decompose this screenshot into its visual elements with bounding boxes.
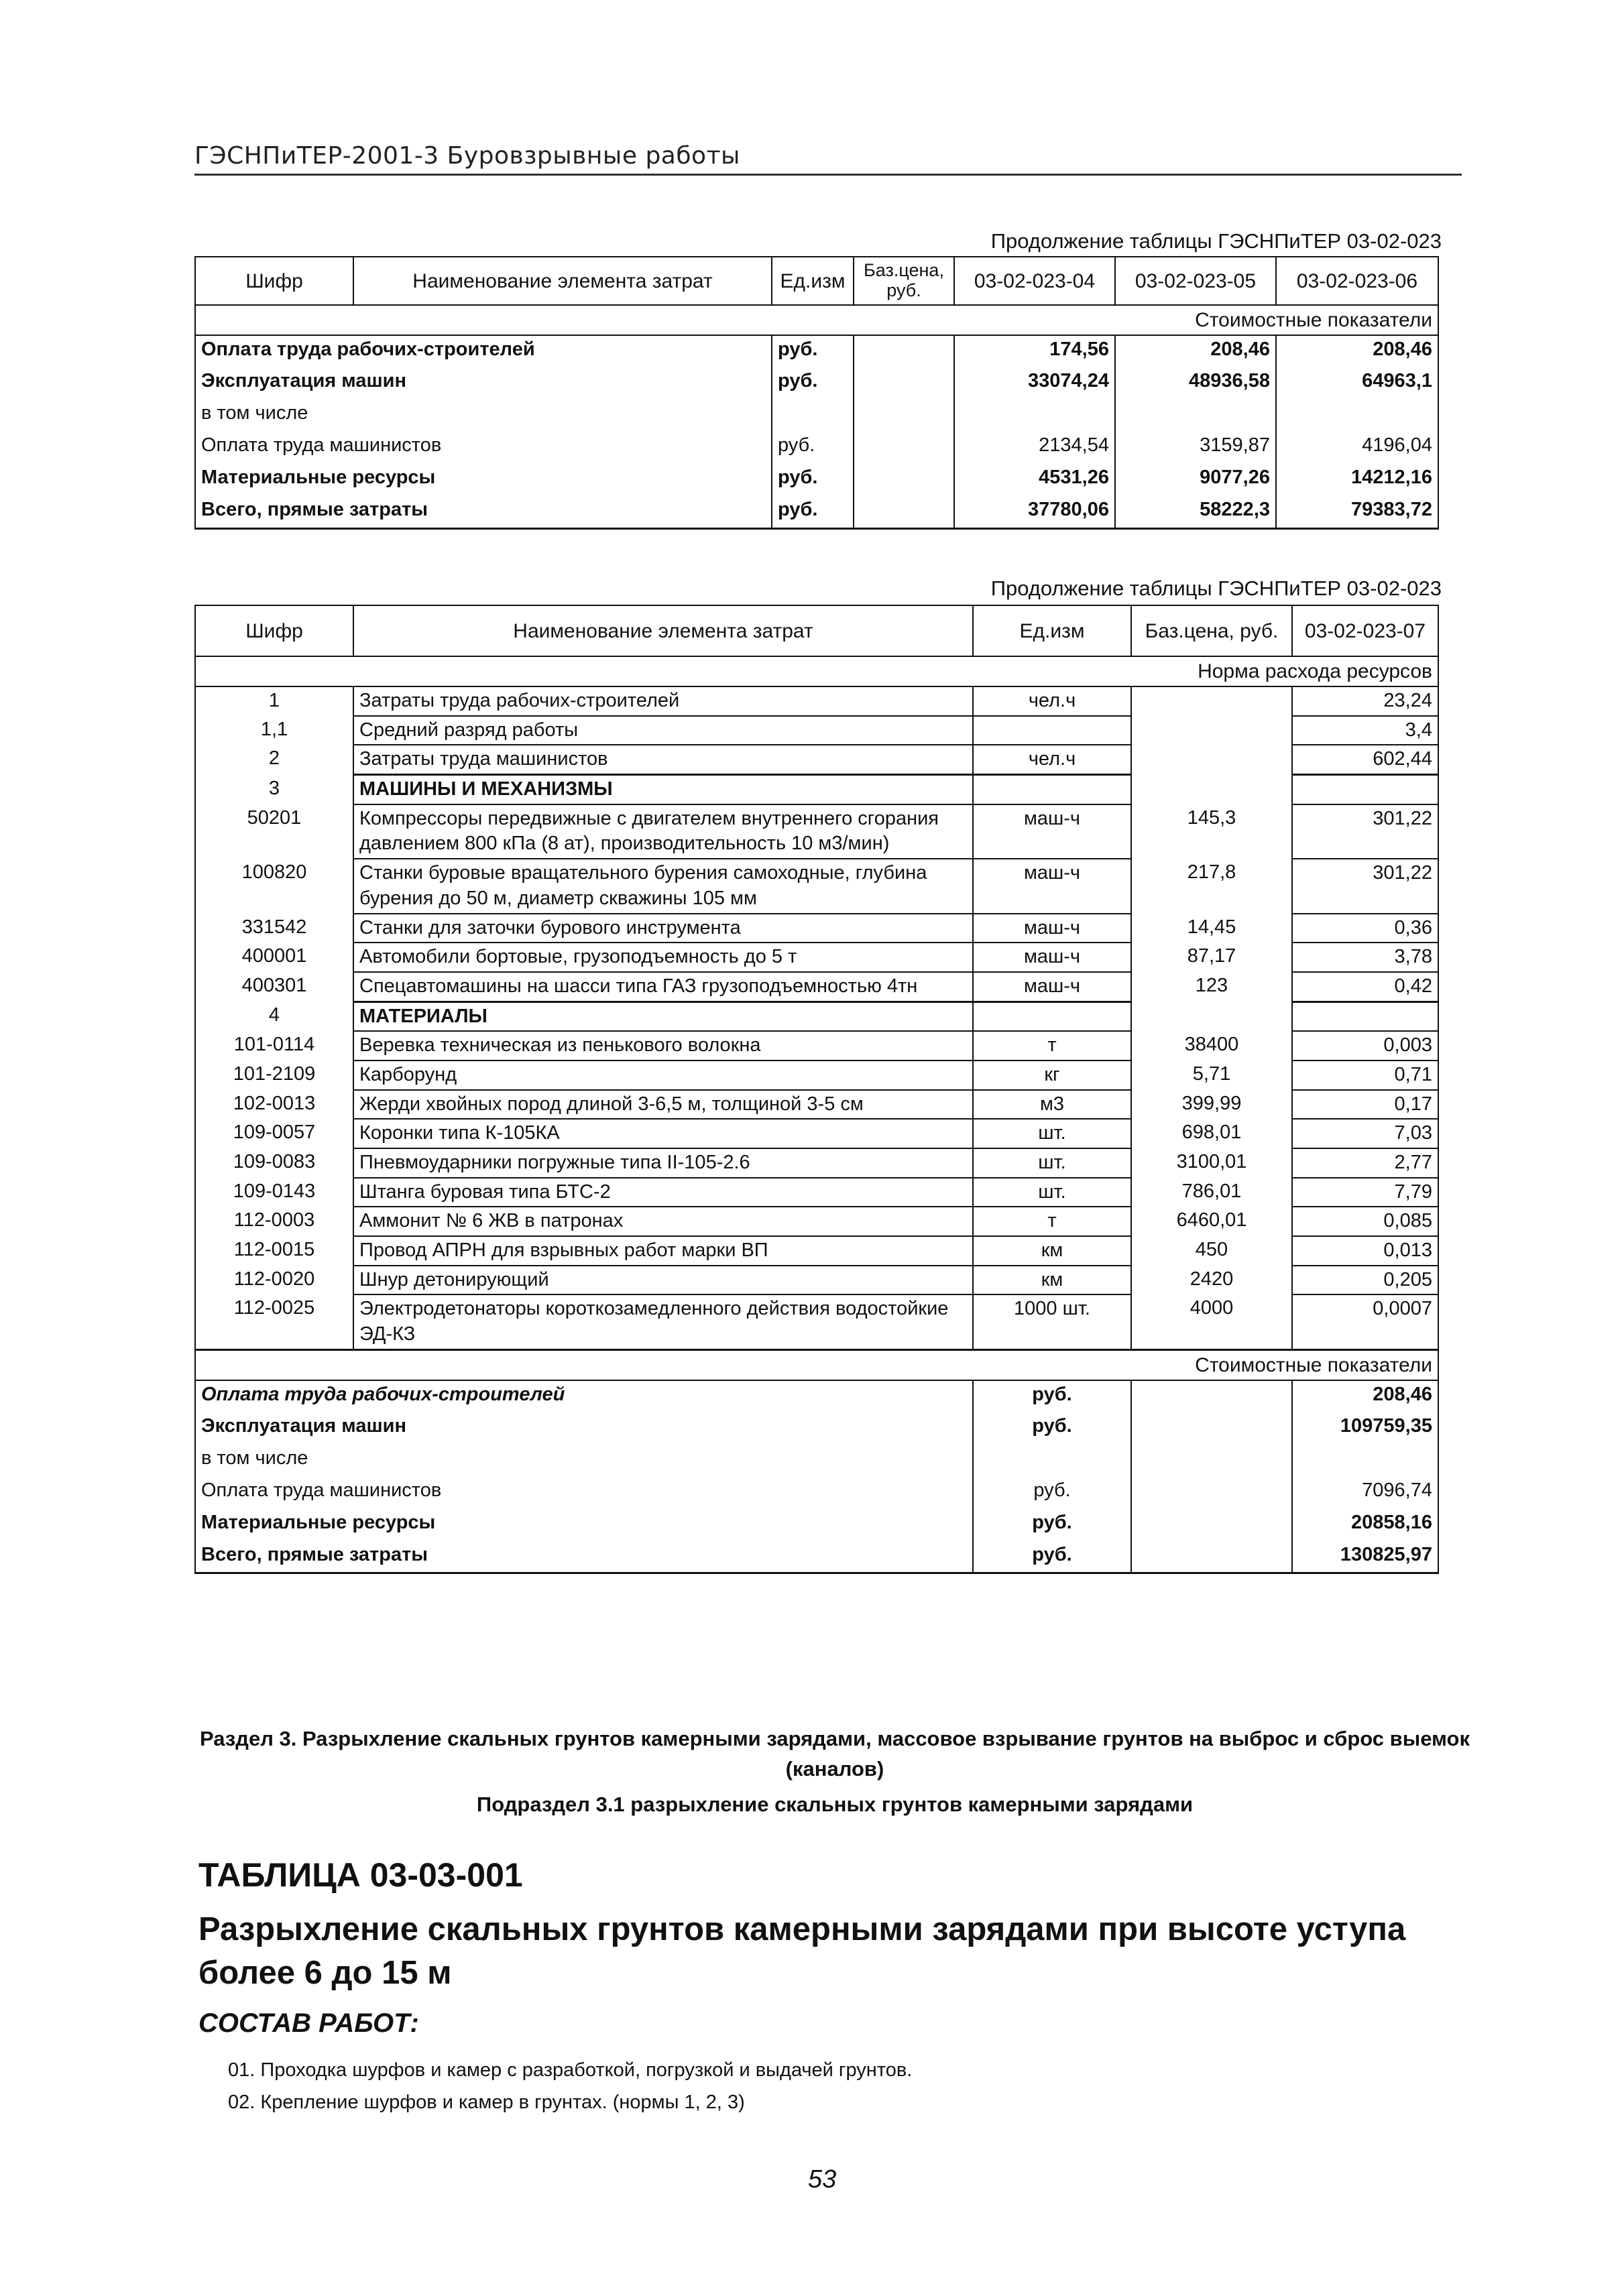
row-code: 109-0057 xyxy=(195,1119,353,1148)
table-row xyxy=(195,1294,1438,1349)
cost-row xyxy=(195,1541,1438,1573)
cost-row xyxy=(195,1412,1438,1445)
table2-header-row xyxy=(195,605,1438,656)
subsection-title: Подраздел 3.1 разрыхление скальных грунтов камерными зарядами xyxy=(476,1793,1194,1816)
table-label: ТАБЛИЦА 03-03-001 xyxy=(198,1856,523,1894)
row-price: 450 xyxy=(1131,1236,1292,1266)
table-row xyxy=(195,1090,1438,1120)
row-unit: чел.ч xyxy=(973,745,1131,774)
row-name: Материальные ресурсы xyxy=(195,464,772,496)
col-header-unit: Ед.изм xyxy=(973,605,1131,656)
row-value: 23,24 xyxy=(1292,686,1438,716)
band-label: Стоимостные показатели xyxy=(195,305,1438,335)
row-value: 130825,97 xyxy=(1292,1541,1438,1573)
table-row xyxy=(195,464,1438,496)
page-number: 53 xyxy=(808,2165,837,2193)
table-row xyxy=(195,400,1438,432)
row-value: 79383,72 xyxy=(1276,496,1438,528)
row-name: МАТЕРИАЛЫ xyxy=(353,1002,973,1031)
row-value: 301,22 xyxy=(1292,804,1438,859)
row-value: 0,42 xyxy=(1292,972,1438,1002)
row-unit: чел.ч xyxy=(973,686,1131,716)
section-title: Раздел 3. Разрыхление скальных грунтов камерными зарядами, массовое взрывание грунтов на выброс и сброс выемок (каналов) xyxy=(199,1727,1470,1780)
row-value: 14212,16 xyxy=(1276,464,1438,496)
row-code: 3 xyxy=(195,775,353,804)
row-price xyxy=(1131,745,1292,774)
row-unit xyxy=(772,400,854,432)
row-name: Шнур детонирующий xyxy=(353,1266,973,1295)
work-item-2: 02. Крепление шурфов и камер в грунтах. (нормы 1, 2, 3) xyxy=(228,2092,745,2113)
row-value: 3,4 xyxy=(1292,716,1438,745)
row-unit: руб. xyxy=(973,1380,1131,1412)
table2-caption: Продолжение таблицы ГЭСНПиТЕР 03-02-023 xyxy=(990,577,1442,600)
row-value: 33074,24 xyxy=(954,367,1115,400)
row-value: 20858,16 xyxy=(1292,1509,1438,1541)
row-code: 112-0003 xyxy=(195,1207,353,1236)
row-name: МАШИНЫ И МЕХАНИЗМЫ xyxy=(353,775,973,804)
row-value: 58222,3 xyxy=(1115,496,1276,528)
col-header-price: Баз.цена, руб. xyxy=(1131,605,1292,656)
row-unit: маш-ч xyxy=(973,972,1131,1002)
table1-caption: Продолжение таблицы ГЭСНПиТЕР 03-02-023 xyxy=(990,229,1442,253)
resource-table xyxy=(194,605,1439,1574)
row-code: 112-0020 xyxy=(195,1266,353,1295)
row-name: Станки для заточки бурового инструмента xyxy=(353,914,973,943)
row-price: 6460,01 xyxy=(1131,1207,1292,1236)
row-unit: шт. xyxy=(973,1119,1131,1148)
row-name: Оплата труда машинистов xyxy=(195,432,772,464)
row-value: 7096,74 xyxy=(1292,1477,1438,1509)
row-code: 109-0143 xyxy=(195,1178,353,1207)
row-name: в том числе xyxy=(195,1445,973,1477)
row-unit xyxy=(973,1002,1131,1031)
row-unit: маш-ч xyxy=(973,943,1131,972)
row-unit: руб. xyxy=(772,432,854,464)
col-header-norm-06: 03-02-023-06 xyxy=(1276,257,1438,305)
row-unit: маш-ч xyxy=(973,914,1131,943)
row-unit: км xyxy=(973,1266,1131,1295)
col-header-norm-04: 03-02-023-04 xyxy=(954,257,1115,305)
row-value: 9077,26 xyxy=(1115,464,1276,496)
row-price: 786,01 xyxy=(1131,1178,1292,1207)
row-value: 3,78 xyxy=(1292,943,1438,972)
row-price xyxy=(1131,1477,1292,1509)
row-name: Штанга буровая типа БТС-2 xyxy=(353,1178,973,1207)
row-price: 698,01 xyxy=(1131,1119,1292,1148)
row-value: 208,46 xyxy=(1115,335,1276,367)
row-code: 2 xyxy=(195,745,353,774)
row-name: Аммонит № 6 ЖВ в патронах xyxy=(353,1207,973,1236)
row-name: Всего, прямые затраты xyxy=(195,496,772,528)
row-unit: т xyxy=(973,1207,1131,1236)
row-value: 0,36 xyxy=(1292,914,1438,943)
row-value: 0,17 xyxy=(1292,1090,1438,1120)
row-price xyxy=(854,496,954,528)
row-unit: кг xyxy=(973,1061,1131,1090)
row-value: 4531,26 xyxy=(954,464,1115,496)
cost-table-1 xyxy=(194,256,1439,530)
row-name: Карборунд xyxy=(353,1061,973,1090)
col-header-price: Баз.цена, руб. xyxy=(854,257,954,305)
table-row xyxy=(195,1119,1438,1148)
row-name: Оплата труда рабочих-строителей xyxy=(195,335,772,367)
row-price xyxy=(1131,1509,1292,1541)
group-row xyxy=(195,1002,1438,1031)
row-code: 400001 xyxy=(195,943,353,972)
row-price xyxy=(854,464,954,496)
row-code: 331542 xyxy=(195,914,353,943)
table-row xyxy=(195,686,1438,716)
row-name: Спецавтомашины на шасси типа ГАЗ грузоподъемностью 4тн xyxy=(353,972,973,1002)
table-row xyxy=(195,496,1438,528)
row-code: 50201 xyxy=(195,804,353,859)
row-value xyxy=(954,400,1115,432)
table-row xyxy=(195,914,1438,943)
row-unit: м3 xyxy=(973,1090,1131,1120)
row-value xyxy=(1292,1445,1438,1477)
row-price: 4000 xyxy=(1131,1294,1292,1349)
table-row xyxy=(195,859,1438,913)
row-price xyxy=(854,400,954,432)
row-name: Автомобили бортовые, грузоподъемность до 5 т xyxy=(353,943,973,972)
row-price: 217,8 xyxy=(1131,859,1292,913)
table2-cost-band-row xyxy=(195,1349,1438,1380)
row-unit: руб. xyxy=(973,1509,1131,1541)
row-value: 48936,58 xyxy=(1115,367,1276,400)
row-unit: руб. xyxy=(973,1541,1131,1573)
col-header-name: Наименование элемента затрат xyxy=(353,605,973,656)
work-title: Разрыхление скальных грунтов камерными зарядами при высоте уступа более 6 до 15 м xyxy=(198,1911,1406,1991)
row-name: Провод АПРН для взрывных работ марки ВП xyxy=(353,1236,973,1266)
row-price xyxy=(1131,1541,1292,1573)
row-code: 112-0015 xyxy=(195,1236,353,1266)
row-value: 208,46 xyxy=(1276,335,1438,367)
table-row xyxy=(195,1207,1438,1236)
row-name: в том числе xyxy=(195,400,772,432)
row-unit: маш-ч xyxy=(973,859,1131,913)
table-row xyxy=(195,1266,1438,1295)
row-unit: т xyxy=(973,1031,1131,1061)
row-code: 400301 xyxy=(195,972,353,1002)
row-value: 7,03 xyxy=(1292,1119,1438,1148)
row-value: 0,085 xyxy=(1292,1207,1438,1236)
table-row xyxy=(195,943,1438,972)
row-value: 37780,06 xyxy=(954,496,1115,528)
row-price: 14,45 xyxy=(1131,914,1292,943)
table-row xyxy=(195,972,1438,1002)
col-header-code: Шифр xyxy=(195,257,353,305)
row-name: Коронки типа К-105КА xyxy=(353,1119,973,1148)
row-value xyxy=(1115,400,1276,432)
row-price xyxy=(854,335,954,367)
row-code: 1 xyxy=(195,686,353,716)
row-value: 208,46 xyxy=(1292,1380,1438,1412)
cost-row xyxy=(195,1445,1438,1477)
table-row xyxy=(195,1061,1438,1090)
row-value: 301,22 xyxy=(1292,859,1438,913)
row-name: Эксплуатация машин xyxy=(195,1412,973,1445)
row-value: 2,77 xyxy=(1292,1148,1438,1178)
table-row xyxy=(195,432,1438,464)
row-value: 0,71 xyxy=(1292,1061,1438,1090)
row-name: Жерди хвойных пород длиной 3-6,5 м, толщиной 3-5 см xyxy=(353,1090,973,1120)
cost-row xyxy=(195,1380,1438,1412)
row-code: 112-0025 xyxy=(195,1294,353,1349)
row-name: Веревка техническая из пенькового волокна xyxy=(353,1031,973,1061)
row-name: Затраты труда машинистов xyxy=(353,745,973,774)
row-price: 5,71 xyxy=(1131,1061,1292,1090)
row-code: 100820 xyxy=(195,859,353,913)
row-value: 0,205 xyxy=(1292,1266,1438,1295)
table-row xyxy=(195,1178,1438,1207)
row-unit xyxy=(973,716,1131,745)
col-header-norm-07: 03-02-023-07 xyxy=(1292,605,1438,656)
row-code: 4 xyxy=(195,1002,353,1031)
row-name: Материальные ресурсы xyxy=(195,1509,973,1541)
row-code: 109-0083 xyxy=(195,1148,353,1178)
row-unit: руб. xyxy=(772,335,854,367)
row-name: Эксплуатация машин xyxy=(195,367,772,400)
row-name: Всего, прямые затраты xyxy=(195,1541,973,1573)
band-label-norms: Норма расхода ресурсов xyxy=(195,656,1438,686)
table-row xyxy=(195,1236,1438,1266)
row-code: 1,1 xyxy=(195,716,353,745)
band-label-costs: Стоимостные показатели xyxy=(195,1349,1438,1380)
work-item-1: 01. Проходка шурфов и камер с разработкой, погрузкой и выдачей грунтов. xyxy=(228,2059,913,2081)
row-value: 0,0007 xyxy=(1292,1294,1438,1349)
table2-band-row xyxy=(195,656,1438,686)
row-name: Оплата труда машинистов xyxy=(195,1477,973,1509)
row-price: 2420 xyxy=(1131,1266,1292,1295)
row-price: 38400 xyxy=(1131,1031,1292,1061)
row-unit: руб. xyxy=(973,1412,1131,1445)
row-name: Компрессоры передвижные с двигателем внутреннего сгорания давлением 800 кПа (8 ат), производительность 10 м3/мин) xyxy=(353,804,973,859)
running-header: ГЭСНПиТЕР-2001-3 Буровзрывные работы xyxy=(194,142,1462,176)
row-price xyxy=(1131,1445,1292,1477)
row-name: Станки буровые вращательного бурения самоходные, глубина бурения до 50 м, диаметр скважины 105 мм xyxy=(353,859,973,913)
table-row xyxy=(195,367,1438,400)
row-code: 101-0114 xyxy=(195,1031,353,1061)
row-price xyxy=(1131,1380,1292,1412)
cost-row xyxy=(195,1477,1438,1509)
row-unit: руб. xyxy=(973,1477,1131,1509)
row-value: 3159,87 xyxy=(1115,432,1276,464)
row-value xyxy=(1292,1002,1438,1031)
row-price xyxy=(1131,716,1292,745)
row-unit: 1000 шт. xyxy=(973,1294,1131,1349)
col-header-unit: Ед.изм xyxy=(772,257,854,305)
cost-row xyxy=(195,1509,1438,1541)
table-row xyxy=(195,745,1438,774)
row-name: Электродетонаторы короткозамедленного действия водостойкие ЭД-КЗ xyxy=(353,1294,973,1349)
row-value: 0,003 xyxy=(1292,1031,1438,1061)
col-header-code: Шифр xyxy=(195,605,353,656)
row-price xyxy=(1131,775,1292,804)
row-value xyxy=(1292,775,1438,804)
composition-label: СОСТАВ РАБОТ: xyxy=(198,2008,419,2038)
table-row xyxy=(195,1148,1438,1178)
row-price xyxy=(854,367,954,400)
table-row xyxy=(195,1031,1438,1061)
row-price xyxy=(854,432,954,464)
table-row xyxy=(195,716,1438,745)
row-value xyxy=(1276,400,1438,432)
row-value: 602,44 xyxy=(1292,745,1438,774)
row-price: 145,3 xyxy=(1131,804,1292,859)
row-unit: маш-ч xyxy=(973,804,1131,859)
row-unit: шт. xyxy=(973,1148,1131,1178)
row-unit: руб. xyxy=(772,496,854,528)
row-name: Пневмоударники погружные типа II-105-2.6 xyxy=(353,1148,973,1178)
table-row xyxy=(195,335,1438,367)
row-price: 399,99 xyxy=(1131,1090,1292,1120)
row-unit xyxy=(973,1445,1131,1477)
group-row xyxy=(195,775,1438,804)
row-value: 64963,1 xyxy=(1276,367,1438,400)
row-value: 109759,35 xyxy=(1292,1412,1438,1445)
row-code: 101-2109 xyxy=(195,1061,353,1090)
col-header-norm-05: 03-02-023-05 xyxy=(1115,257,1276,305)
row-price: 87,17 xyxy=(1131,943,1292,972)
row-unit: км xyxy=(973,1236,1131,1266)
row-price: 3100,01 xyxy=(1131,1148,1292,1178)
row-code: 102-0013 xyxy=(195,1090,353,1120)
row-price: 123 xyxy=(1131,972,1292,1002)
row-value: 174,56 xyxy=(954,335,1115,367)
row-value: 0,013 xyxy=(1292,1236,1438,1266)
row-unit: шт. xyxy=(973,1178,1131,1207)
row-name: Затраты труда рабочих-строителей xyxy=(353,686,973,716)
row-value: 4196,04 xyxy=(1276,432,1438,464)
row-unit: руб. xyxy=(772,367,854,400)
row-name: Оплата труда рабочих-строителей xyxy=(195,1380,973,1412)
row-price xyxy=(1131,1412,1292,1445)
row-price xyxy=(1131,1002,1292,1031)
row-value: 2134,54 xyxy=(954,432,1115,464)
row-unit xyxy=(973,775,1131,804)
row-value: 7,79 xyxy=(1292,1178,1438,1207)
row-name: Средний разряд работы xyxy=(353,716,973,745)
row-price xyxy=(1131,686,1292,716)
row-unit: руб. xyxy=(772,464,854,496)
col-header-name: Наименование элемента затрат xyxy=(353,257,772,305)
table1-band-row xyxy=(195,305,1438,335)
table1-header-row xyxy=(195,257,1438,305)
table-row xyxy=(195,804,1438,859)
